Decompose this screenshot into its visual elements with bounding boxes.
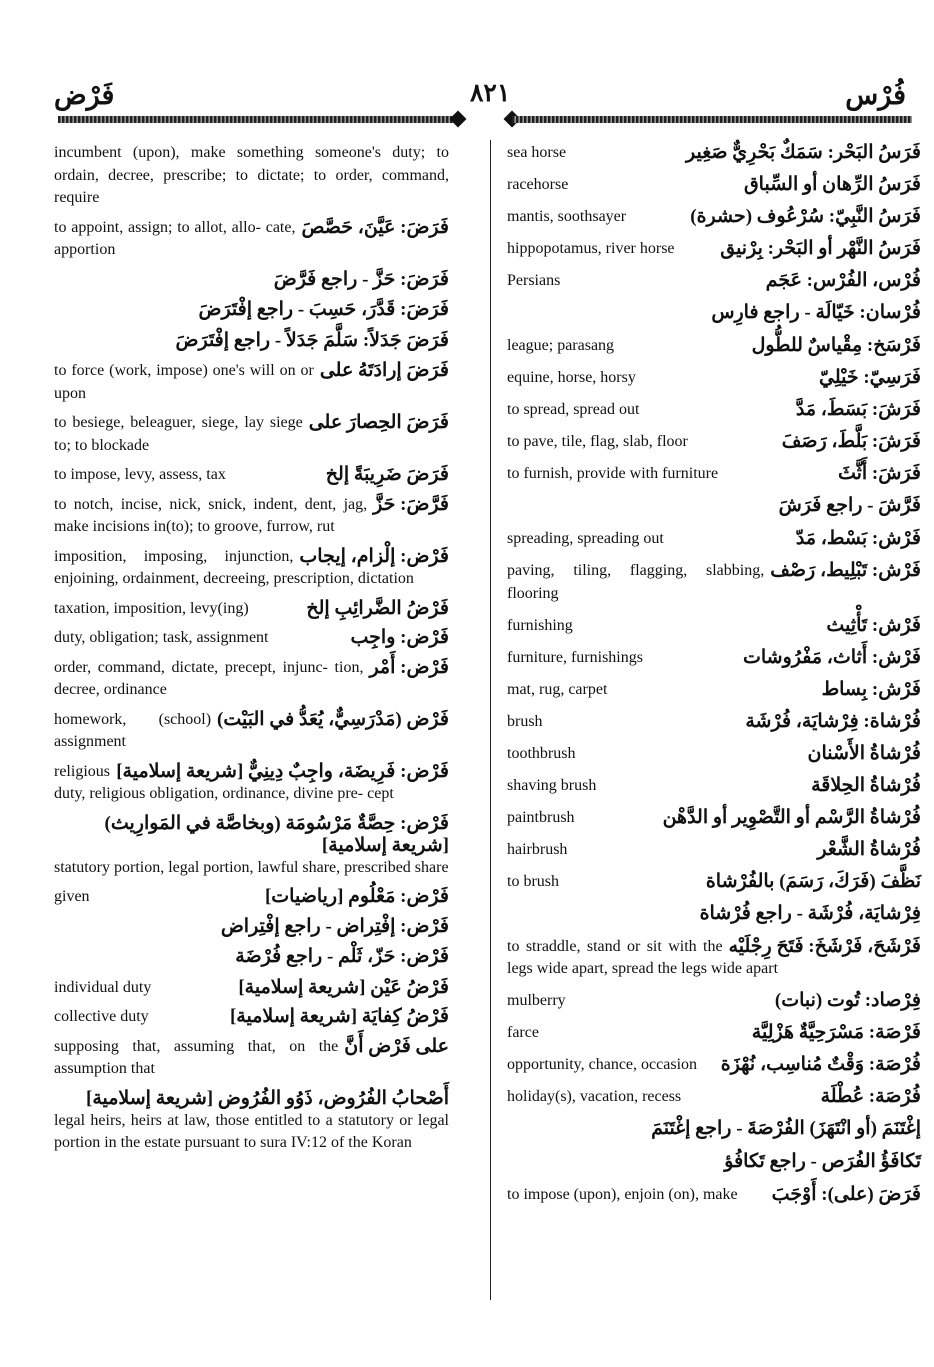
arabic-headword: فَرْضُ كِفايَة [شريعة إسلامية]: [229, 1006, 449, 1027]
arabic-headword: فَرَضَ ضَرِيبَةً إلخ: [325, 464, 449, 485]
dictionary-entry: [507, 399, 921, 422]
english-definition: taxation, imposition, levy(ing): [54, 599, 249, 617]
dictionary-entry: [507, 775, 921, 798]
dictionary-entry: [507, 647, 921, 670]
english-definition: to force (work, impose) one's will on or upon: [54, 362, 314, 402]
arabic-headword: فِرْشايَة، فُرْشَة - راجع فُرْشاة: [699, 902, 921, 924]
english-definition: paintbrush: [507, 808, 575, 826]
dictionary-entry: [507, 174, 921, 197]
arabic-headword: فُرْشاة: فِرْشايَة، فُرْشَة: [745, 710, 921, 732]
dictionary-entry: [54, 709, 449, 754]
english-definition: individual duty: [54, 978, 152, 996]
arabic-headword: إغْتَنَمَ (أو انْتَهَزَ) الفُرْصَةَ - راجع إغْتَنَمَ: [651, 1118, 921, 1139]
dictionary-entry: [54, 360, 449, 405]
english-definition: toothbrush: [507, 744, 576, 762]
arabic-headword: فَرْش: تَأْثِيث: [826, 614, 921, 636]
dictionary-entry: [507, 839, 921, 862]
english-definition: brush: [507, 712, 543, 730]
english-definition: hippopotamus, river horse: [507, 240, 675, 257]
english-definition: order, command, dictate, precept, injunc- tion, decree, ordinance: [54, 658, 364, 698]
arabic-headword: فَرْض (مَدْرَسِيٌّ، يُعَدُّ في البَيْت): [217, 708, 449, 730]
dictionary-entry: [507, 1151, 921, 1175]
english-definition: Persians: [507, 272, 561, 289]
english-definition: incumbent (upon), make something someone's duty; to ordain, decree, prescribe; to dictate; to order, command, require: [54, 144, 449, 206]
dictionary-entry: [54, 977, 449, 1000]
arabic-headword: فَرَشَ: بَسَطَ، مَدَّ: [795, 399, 921, 420]
dictionary-entry: [54, 412, 449, 457]
dictionary-entry: [54, 813, 449, 880]
arabic-headword: فَرَضَ إرادَتَهُ على: [319, 360, 449, 381]
dictionary-entry: [507, 679, 921, 702]
dictionary-entry: [54, 657, 449, 702]
dictionary-entry: [507, 807, 921, 830]
arabic-headword: فَرْض: إلْزام، إيجاب: [299, 545, 449, 567]
arabic-headword: فُرْشاةُ الأَسْنان: [807, 742, 921, 764]
dictionary-entry: [507, 1118, 921, 1142]
arabic-headword: فَرْضُ الضَّرائِبِ إلخ: [306, 597, 449, 619]
dictionary-entry: [54, 1088, 449, 1155]
page-number: ٨٢١: [470, 80, 511, 107]
right-guide-word: فُرْس: [845, 80, 906, 110]
dictionary-entry: [507, 142, 921, 165]
arabic-headword: فَرْشَحَ، فَرْشَخَ: فَتَحَ رِجْلَيْه: [728, 935, 921, 957]
english-definition: given: [54, 888, 90, 905]
dictionary-entry: [507, 615, 921, 638]
header-rule-right: [512, 116, 912, 123]
arabic-headword: فَرَضَ: قَدَّرَ، حَسِبَ - راجع إفْتَرَضَ: [198, 299, 449, 320]
arabic-headword: فُرْس، الفُرْس: عَجَم: [765, 270, 921, 291]
header-rule-left: [58, 116, 458, 123]
dictionary-entry: [507, 302, 921, 326]
arabic-headword: فَرْض: إفْتِراض - راجع إفْتِراض: [220, 915, 449, 937]
rule-diamond-ornament: [450, 111, 467, 128]
arabic-headword: فُرْشاةُ الحِلاقَة: [811, 774, 921, 796]
english-definition: supposing that, assuming that, on the assumption that: [54, 1037, 339, 1077]
dictionary-entry: [54, 946, 449, 970]
dictionary-entry: [507, 1022, 921, 1045]
dictionary-entry: [54, 1036, 449, 1081]
english-definition: farce: [507, 1024, 539, 1041]
dictionary-entry: [54, 598, 449, 621]
dictionary-entry: [507, 936, 921, 981]
english-definition: to impose, levy, assess, tax: [54, 466, 226, 483]
dictionary-entry: [54, 217, 449, 262]
left-column: [54, 142, 449, 1162]
english-definition: to spread, spread out: [507, 401, 640, 418]
english-definition: opportunity, chance, occasion: [507, 1056, 698, 1073]
english-definition: holiday(s), vacation, recess: [507, 1088, 682, 1105]
dictionary-entry: [54, 142, 449, 210]
arabic-headword: فَرَضَ الحِصارَ على: [308, 412, 449, 433]
arabic-headword: فَرْض: أَمْر: [369, 656, 449, 678]
arabic-headword: فُرْشاةُ الرَّسْم أو التَّصْوِير أو الدَّهْن: [662, 806, 921, 828]
dictionary-entry: [507, 463, 921, 486]
dictionary-entry: [54, 1006, 449, 1029]
english-definition: legal heirs, heirs at law, those entitled to a statutory or legal portion in the estate pursuant to sura IV:12 of the Koran: [54, 1111, 449, 1151]
left-guide-word: فَرْض: [54, 80, 115, 110]
english-definition: furniture, furnishings: [507, 648, 643, 666]
dictionary-entry: [507, 743, 921, 766]
english-definition: to notch, incise, nick, snick, indent, dent, jag, make incisions in(to); to groove, furrow, rut: [54, 495, 368, 535]
arabic-headword: فُرْصَة: وَقْتٌ مُناسِب، نُهْزَة: [720, 1054, 921, 1075]
dictionary-entry: [507, 711, 921, 734]
arabic-headword: فَرَسُ البَحْر: سَمَكٌ بَحْرِيٌّ صَغِير: [686, 142, 921, 163]
english-definition: paving, tiling, flagging, slabbing, flooring: [507, 562, 765, 602]
dictionary-entry: [507, 431, 921, 454]
dictionary-entry: [54, 916, 449, 940]
dictionary-entry: [507, 367, 921, 390]
english-definition: racehorse: [507, 176, 569, 193]
english-definition: duty, obligation; task, assignment: [54, 629, 269, 646]
arabic-headword: فَرْض: واجِب: [350, 627, 449, 648]
dictionary-entry: [54, 299, 449, 323]
english-definition: to impose (upon), enjoin (on), make: [507, 1186, 738, 1203]
arabic-headword: فَرْض: حَزّ، ثَلْم - راجع فُرْضَة: [235, 946, 449, 967]
arabic-headword: فَرْش: تَبْلِيط، رَصْف: [770, 560, 921, 581]
column-divider: [490, 140, 491, 1300]
dictionary-entry: [507, 903, 921, 927]
english-definition: to furnish, provide with furniture: [507, 465, 719, 482]
english-definition: equine, horse, horsy: [507, 369, 636, 386]
dictionary-entry: [507, 871, 921, 894]
english-definition: to brush: [507, 872, 559, 890]
english-definition: collective duty: [54, 1008, 149, 1025]
english-definition: to pave, tile, flag, slab, floor: [507, 433, 688, 450]
english-definition: to besiege, beleaguer, siege, lay siege to; to blockade: [54, 414, 303, 454]
arabic-headword: فَرْش: بِساط: [821, 678, 921, 700]
arabic-headword: فَرْض: فَرِيضَة، واجِبٌ دِينِيٌّ [شريعة إسلامية]: [116, 760, 449, 782]
arabic-headword: فَرَسُ النَّبِيّ: سُرْعُوف (حشرة): [690, 206, 921, 227]
arabic-headword: فَرَّشَ - راجع فَرَشَ: [778, 495, 921, 516]
arabic-headword: فَرَشَ: بَلَّطَ، رَصَفَ: [781, 431, 921, 452]
english-definition: mantis, soothsayer: [507, 208, 627, 225]
dictionary-entry: [507, 528, 921, 551]
dictionary-entry: [54, 627, 449, 650]
arabic-headword: فَرَّضَ: حَزَّ: [373, 493, 449, 515]
dictionary-entry: [54, 269, 449, 293]
dictionary-entry: [507, 270, 921, 293]
dictionary-entry: [54, 886, 449, 909]
english-definition: furnishing: [507, 616, 573, 634]
english-definition: hairbrush: [507, 840, 568, 858]
english-definition: sea horse: [507, 144, 567, 161]
dictionary-entry: [54, 494, 449, 539]
arabic-headword: فِرْصاد: تُوت (نبات): [774, 990, 921, 1011]
dictionary-entry: [507, 335, 921, 358]
dictionary-entry: [507, 495, 921, 519]
english-definition: imposition, imposing, injunction, enjoining, ordainment, decreeing, prescription, dictation: [54, 547, 414, 587]
arabic-headword: فَرْسَخ: مِقْياسٌ للطُّول: [751, 335, 921, 356]
dictionary-entry: [54, 546, 449, 591]
dictionary-entry: [54, 464, 449, 487]
arabic-headword: فَرْض: حِصَّةٌ مَرْسُومَة (وبخاصَّة في المَوارِيث) [شريعة إسلامية]: [104, 812, 449, 856]
dictionary-entry: [507, 1184, 921, 1207]
arabic-headword: فَرْش: بَسْط، مَدّ: [795, 528, 921, 549]
english-definition: mulberry: [507, 992, 566, 1009]
arabic-headword: فُرْشاةُ الشَّعْر: [817, 838, 921, 860]
english-definition: to straddle, stand or sit with the legs wide apart, spread the legs wide apart: [507, 937, 779, 977]
arabic-headword: على فَرْض أَنَّ: [344, 1035, 449, 1057]
dictionary-entry: [507, 560, 921, 605]
arabic-headword: فُرْسان: خَيّالَة - راجع فارِس: [711, 302, 921, 323]
arabic-headword: فَرَشَ: أَثَّثَ: [837, 463, 921, 484]
dictionary-entry: [507, 1086, 921, 1109]
english-definition: to appoint, assign; to allot, allo- cate, apportion: [54, 218, 296, 258]
arabic-headword: فَرَضَ جَدَلاً: سَلَّمَ جَدَلاً - راجع إفْتَرَضَ: [175, 329, 449, 351]
arabic-headword: فَرَضَ (على): أَوْجَبَ: [771, 1184, 921, 1205]
english-definition: homework, (school) assignment: [54, 710, 212, 750]
english-definition: religious duty, religious obligation, ordinance, divine pre- cept: [54, 762, 394, 802]
english-definition: league; parasang: [507, 337, 615, 354]
dictionary-entry: [507, 1054, 921, 1077]
arabic-headword: فَرْضُ عَيْن [شريعة إسلامية]: [238, 976, 449, 998]
arabic-headword: فَرْض: مَعْلُوم [رياضيات]: [264, 886, 449, 907]
arabic-headword: فَرَضَ: عَيَّنَ، حَصَّصَ: [301, 216, 449, 238]
arabic-headword: أَصْحابُ الفُرُوض، ذَوُو الفُرُوض [شريعة إسلامية]: [86, 1087, 449, 1109]
english-definition: shaving brush: [507, 776, 597, 794]
english-definition: spreading, spreading out: [507, 530, 664, 547]
arabic-headword: فَرْش: أَثاث، مَفْرُوشات: [742, 646, 921, 668]
english-definition: mat, rug, carpet: [507, 680, 608, 698]
dictionary-entry: [54, 761, 449, 806]
dictionary-entry: [507, 990, 921, 1013]
arabic-headword: فَرَسُ النَّهْر أو البَحْر: بِرْنيق: [720, 238, 921, 259]
arabic-headword: فَرْصَة: مَسْرَحِيَّةٌ هَزْلِيَّة: [751, 1022, 921, 1043]
english-definition: statutory portion, legal portion, lawful share, prescribed share: [54, 858, 449, 876]
dictionary-entry: [507, 206, 921, 229]
arabic-headword: فُرْصَة: عُطْلَة: [820, 1086, 921, 1107]
dictionary-entry: [54, 330, 449, 354]
arabic-headword: فَرَسُ الرِّهان أو السِّباق: [743, 174, 921, 195]
dictionary-entry: [507, 238, 921, 261]
arabic-headword: فَرَضَ: حَزَّ - راجع فَرَّضَ: [273, 268, 449, 290]
arabic-headword: فَرَسِيّ: خَيْلِيّ: [818, 367, 921, 388]
arabic-headword: نَظَّفَ (فَرَكَ، رَسَمَ) بالفُرْشاة: [705, 870, 921, 892]
right-column: [507, 142, 921, 1216]
arabic-headword: تَكافَؤُ الفُرَص - راجع تَكافُؤ: [724, 1151, 921, 1172]
